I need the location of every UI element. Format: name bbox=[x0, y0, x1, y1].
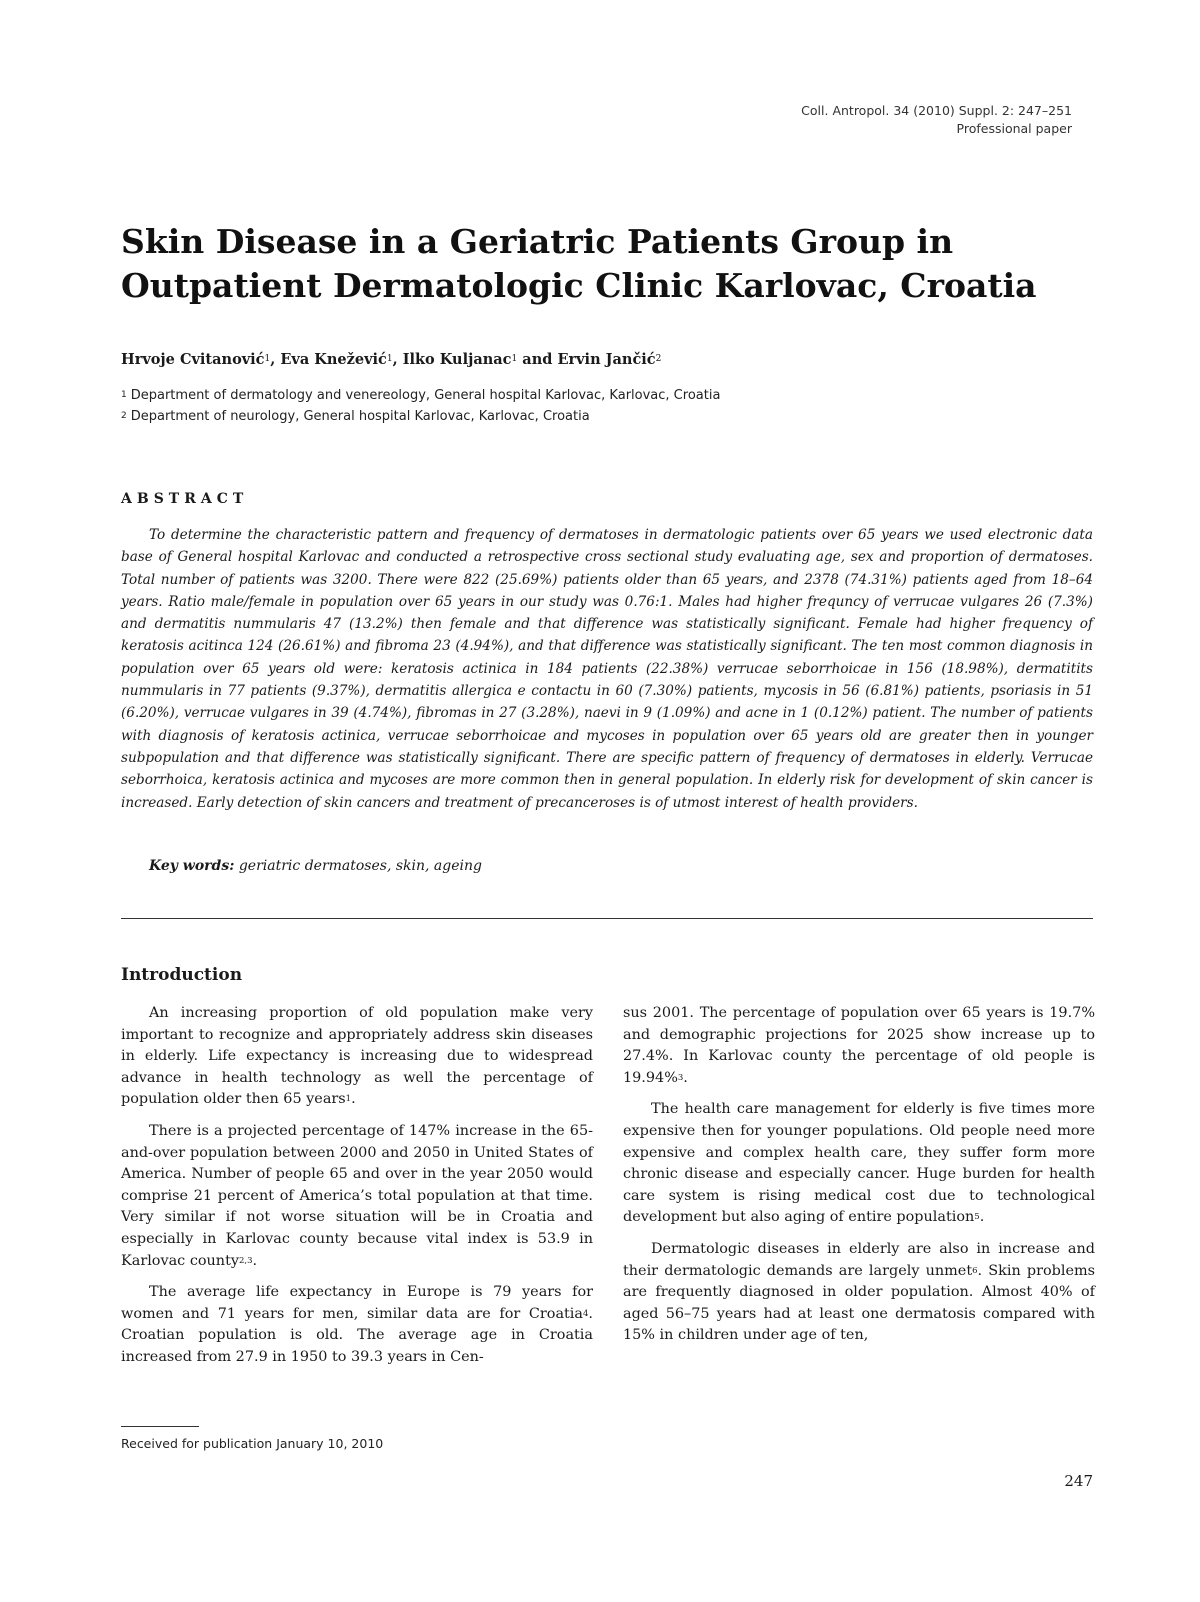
paragraph: The average life expectancy in Europe is 79 years for women and 71 years for men, similar data are for Croatia$^4$. Croatian population is old. The average age in Croatia increased from 27.9 in 1950 to 39.3 years in Cen- bbox=[121, 1284, 593, 1365]
author: Hrvoje Cvitanović$^1$, bbox=[121, 351, 281, 368]
citation-ref: 1 bbox=[345, 1094, 352, 1105]
footnote-divider bbox=[121, 1426, 199, 1427]
author: Ervin Jančić$^2$ bbox=[557, 351, 662, 368]
keywords bbox=[149, 858, 482, 874]
journal-citation: Coll. Antropol. 34 (2010) Suppl. 2: 247–251 bbox=[801, 103, 1072, 118]
paragraph: An increasing proportion of old population make very important to recognize and appropriately address skin diseases in elderly. Life expectancy is increasing due to widespread advance in health technology as well the percentage of population older then 65 years$^1$. bbox=[121, 1005, 593, 1108]
section-divider bbox=[121, 918, 1093, 919]
citation-ref: 5 bbox=[974, 1212, 980, 1223]
citation-ref: 6 bbox=[972, 1265, 978, 1276]
section-heading-introduction: Introduction bbox=[121, 965, 243, 985]
abstract-heading: ABSTRACT bbox=[121, 491, 249, 507]
keywords-text: geriatric dermatoses, skin, ageing bbox=[238, 858, 482, 874]
page-number: 247 bbox=[1064, 1472, 1093, 1490]
author: Ilko Kuljanac$^1$ and bbox=[402, 351, 558, 368]
affiliation: $^2$ Department of neurology, General hospital Karlovac, Karlovac, Croatia bbox=[121, 409, 590, 424]
paragraph: The health care management for elderly is five times more expensive then for younger populations. Old people need more expensive and complex health care, they suffer form more chronic disease and especially cancer. Huge burden for health care system is rising medical cost due to technological development but also aging of entire population$^5$. bbox=[623, 1101, 1095, 1226]
paper-title: Skin Disease in a Geriatric Patients Group in Outpatient Dermatologic Clinic Karlovac, Croatia bbox=[121, 222, 1037, 305]
author-list bbox=[121, 350, 661, 370]
footnote: Received for publication January 10, 2010 bbox=[121, 1436, 384, 1451]
citation-ref: 4 bbox=[583, 1308, 589, 1319]
paper-type: Professional paper bbox=[956, 121, 1072, 136]
paragraph: sus 2001. The percentage of population over 65 years is 19.7% and demographic projections for 2025 show increase up to 27.4%. In Karlovac county the percentage of old people is 19.94%$^3$. bbox=[623, 1005, 1095, 1086]
paragraph: Dermatologic diseases in elderly are also in increase and their dermatologic demands are largely unmet$^6$. Skin problems are frequently diagnosed in older population. Almost 40% of aged 56–75 years had at least one dermatosis compared with 15% in children under age of ten, bbox=[623, 1240, 1096, 1344]
column-left bbox=[121, 1003, 593, 1379]
citation-ref: 2,3 bbox=[239, 1255, 253, 1266]
author: Eva Knežević$^1$, bbox=[280, 351, 403, 368]
affiliation: $^1$ Department of dermatology and venereology, General hospital Karlovac, Karlovac, Croatia bbox=[121, 388, 721, 403]
affiliations bbox=[121, 385, 720, 427]
column-right bbox=[623, 1003, 1095, 1357]
journal-header bbox=[801, 102, 1072, 138]
keywords-label: Key words: bbox=[149, 858, 235, 874]
citation-ref: 3 bbox=[677, 1072, 684, 1083]
paragraph: There is a projected percentage of 147% increase in the 65-and-over population between 2000 and 2050 in United States of America. Number of people 65 and over in the year 2050 would comprise 21 percent of America’s total population at that time. Very similar if not worse situation will be in Croatia and especially in Karlovac county because vital index is 53.9 in Karlovac county$^{2,3}$. bbox=[121, 1122, 593, 1269]
abstract-text: To determine the characteristic pattern and frequency of dermatoses in dermatologic patients over 65 years we used electronic data base of General hospital Karlovac and conducted a retrospective cross sectional study evaluating age, sex and proportion of dermatoses. Total number of patients was 3200. There were 822 (25.69%) patients older than 65 years, and 2378 (74.31%) patients aged from 18–64 years. Ratio male/female in population over 65 years in our study was 0.76:1. Males had higher frequncy of verrucae vulgares 26 (7.3%) and dermatitis nummularis 47 (13.2%) then female and that difference was statistically significant. Female had higher frequency of keratosis acitinca 124 (26.61%) and fibroma 23 (4.94%), and that difference was statistically significant. The ten most common diagnosis in population over 65 years old were: keratosis actinica in 184 patients (22.38%) verrucae seborrhoicae in 156 (18.98%), dermatitits nummularis in 77 patients (9.37%), dermatitis allergica e contactu in 60 (7.30%) patients, mycosis in 56 (6.81%) patients, psoriasis in 51 (6.20%), verrucae vulgares in 39 (4.74%), fibromas in 27 (3.28%), naevi in 9 (1.09%) and acne in 1 (0.12%) patient. The number of patients with diagnosis of keratosis actinica, verrucae seborrhoicae and mycoses in population over 65 years old are greater then in younger subpopulation and that difference was statistically significant. There are specific pattern of frequency of dermatoses in elderly. Verrucae seborrhoica, keratosis actinica and mycoses are more common then in general population. In elderly risk for development of skin cancer is increased. Early detection of skin cancers and treatment of precanceroses is of utmost interest of health providers. bbox=[121, 527, 1093, 811]
